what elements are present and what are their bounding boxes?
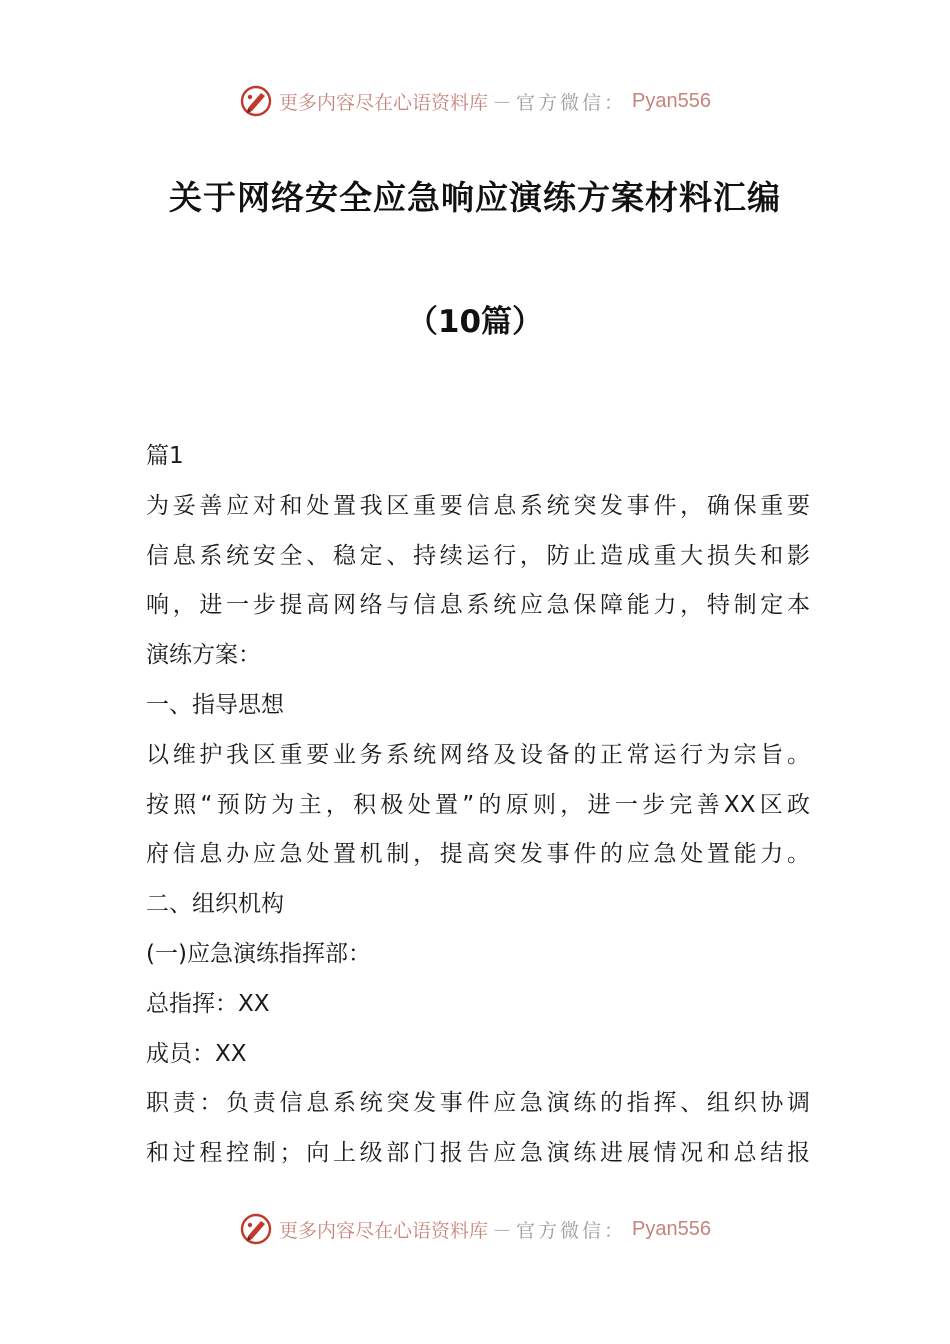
watermark-separator: — [494,91,511,111]
paragraph-line: 二、组织机构 [146,891,284,918]
paragraph-line: 篇1 [146,443,184,469]
pen-circle-logo-icon [239,84,273,118]
watermark-tag: 官方微信： [516,91,627,114]
watermark-id: Pyan556 [632,89,711,112]
document-body [146,432,810,1179]
footer-watermark [0,1212,950,1246]
header-watermark [0,84,950,118]
paragraph-line: 成员：XX [146,1040,247,1067]
paragraph-line: 和过程控制；向上级部门报告应急演练进展情况和总结报 [146,1140,810,1167]
watermark-tag: 官方微信： [516,1219,627,1242]
paragraph-line: (一)应急演练指挥部： [146,940,371,967]
watermark-text: 更多内容尽在心语资料库 [279,1219,489,1242]
paragraph-line: 一、指导思想 [146,691,284,718]
paragraph-line: 府信息办应急处置机制，提高突发事件的应急处置能力。 [146,841,810,868]
pen-circle-logo-icon [239,1212,273,1246]
paragraph-line: 以维护我区重要业务系统网络及设备的正常运行为宗旨。 [146,741,810,768]
watermark-text: 更多内容尽在心语资料库 [279,91,489,114]
paragraph-line: 响，进一步提高网络与信息系统应急保障能力，特制定本 [146,592,810,619]
paragraph-line: 为妥善应对和处置我区重要信息系统突发事件，确保重要 [146,492,810,519]
watermark-id: Pyan556 [632,1217,711,1240]
document-title: 关于网络安全应急响应演练方案材料汇编 [169,178,781,217]
paragraph-line: 按照“预防为主，积极处置”的原则，进一步完善XX区政 [146,791,810,818]
paragraph-line: 总指挥：XX [146,990,270,1017]
document-subtitle: （10篇） [406,304,544,340]
watermark-separator: — [494,1219,511,1239]
paragraph-line: 信息系统安全、稳定、持续运行，防止造成重大损失和影 [146,542,810,569]
paragraph-line: 职责：负责信息系统突发事件应急演练的指挥、组织协调 [146,1090,810,1117]
paragraph-line: 演练方案： [146,642,261,669]
